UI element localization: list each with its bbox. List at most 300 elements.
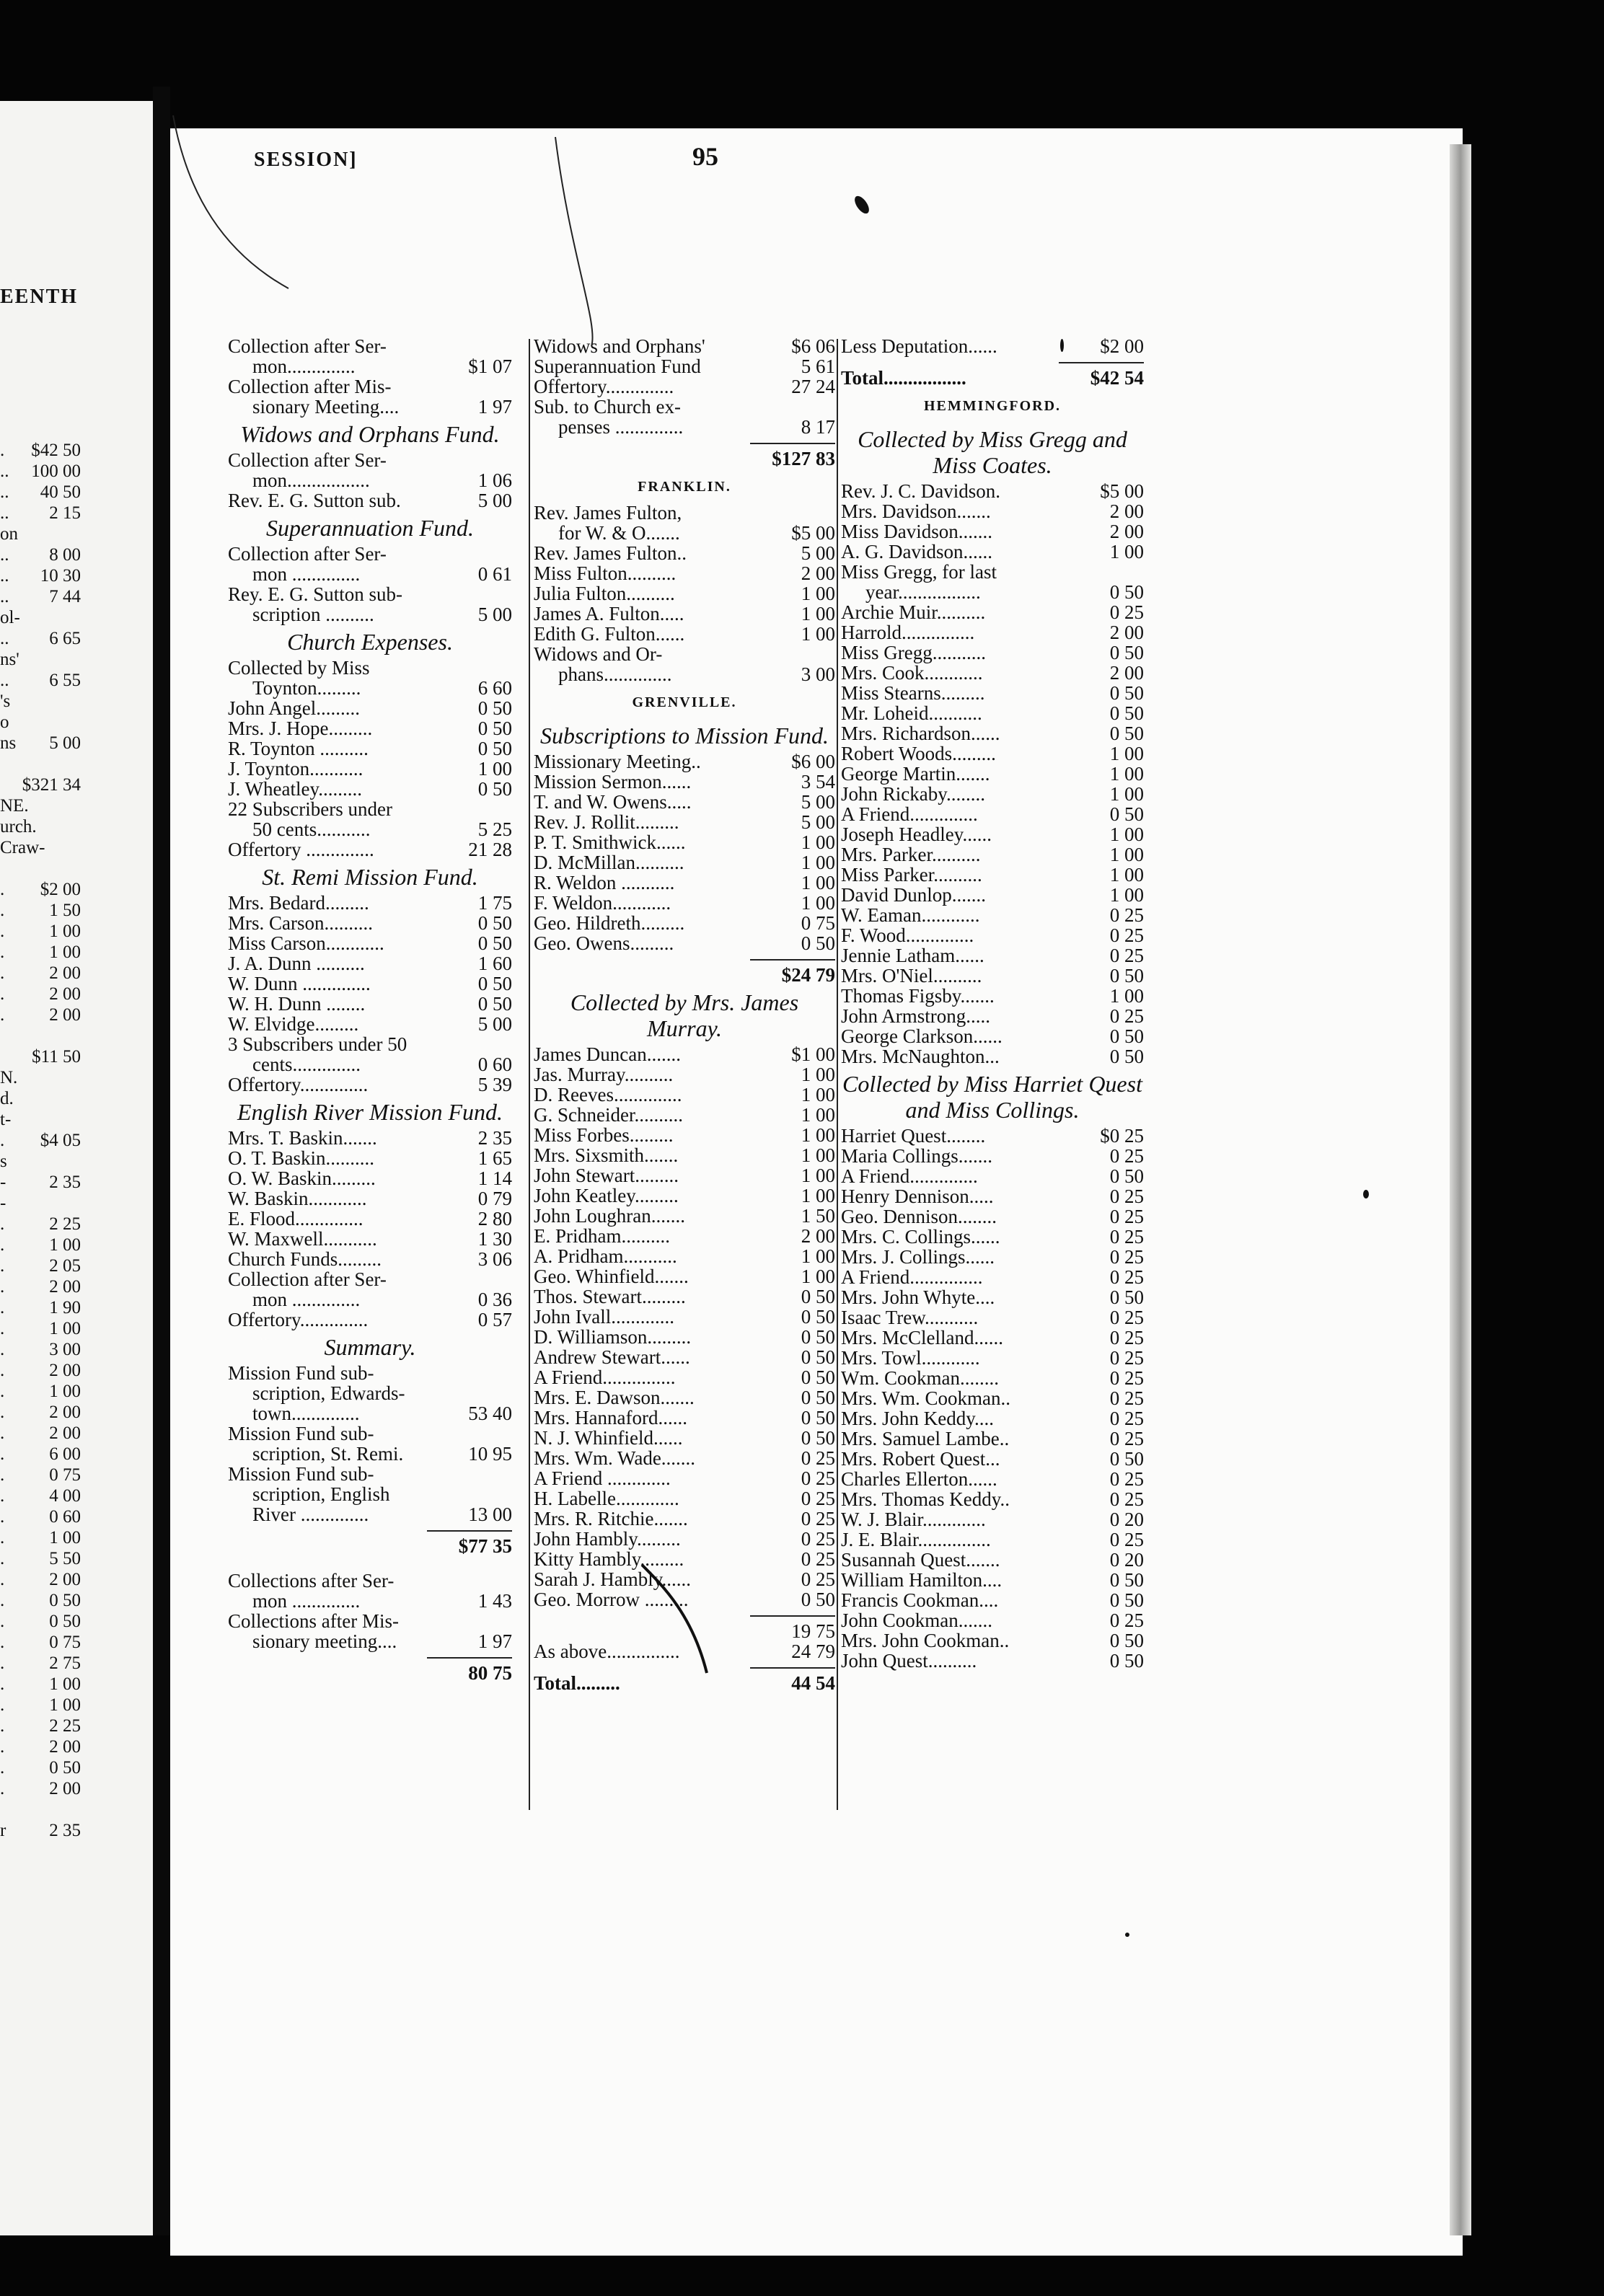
facing-page-line-text: .	[0, 1403, 5, 1422]
parish-heading: HEMMINGFORD.	[923, 398, 1062, 414]
entry-label: Rev. James Fulton,	[534, 502, 682, 524]
entry-amount: 0 50	[477, 993, 512, 1015]
entry-amount: 1 00	[801, 852, 835, 873]
facing-page-line-text: .	[0, 1570, 5, 1589]
facing-page-line-text: .	[0, 1465, 5, 1485]
entry-row	[534, 1347, 835, 1367]
facing-page-line-amount: 2 00	[49, 963, 81, 983]
entry-amount: 0 50	[1109, 1165, 1144, 1187]
entry-row	[841, 945, 1144, 966]
entry-label: Mission Fund sub-	[228, 1463, 374, 1485]
entry-label: Miss Gregg...........	[841, 642, 986, 663]
entry-label: John Loughran.......	[534, 1205, 685, 1227]
facing-page-line-text: .	[0, 880, 5, 899]
facing-page-line-text: ..	[0, 671, 9, 690]
facing-page-line-amount: 4 00	[49, 1486, 81, 1506]
entry-label: James A. Fulton.....	[534, 603, 684, 624]
entry-row	[534, 1044, 835, 1064]
entry-amount: 5 25	[477, 818, 512, 840]
entry-row	[534, 1185, 835, 1206]
facing-page-line-text: .	[0, 1444, 5, 1464]
facing-page-line	[0, 524, 151, 544]
entry-label: H. Labelle.............	[534, 1488, 679, 1509]
facing-page-line	[0, 1402, 151, 1423]
facing-page-line	[0, 858, 151, 879]
entry-continuation	[228, 604, 512, 624]
facing-page-line	[0, 984, 151, 1004]
entry-label: Geo. Hildreth.........	[534, 912, 685, 934]
entry-continuation	[228, 1403, 512, 1423]
entry-amount: 1 00	[801, 872, 835, 893]
entry-label: J. E. Blair...............	[841, 1529, 991, 1550]
entry-row	[841, 1186, 1144, 1206]
entry-label: Maria Collings.......	[841, 1145, 992, 1167]
entry-amount: 1 00	[801, 603, 835, 624]
entry-amount: 0 50	[1109, 723, 1144, 744]
parish-heading: GRENVILLE.	[632, 694, 737, 710]
entry-row	[841, 1348, 1144, 1368]
facing-page-line	[0, 691, 151, 712]
facing-page-line-amount: 100 00	[31, 462, 81, 481]
entry-label: A Friend..............	[841, 803, 978, 825]
entry-label: D. Reeves..............	[534, 1084, 682, 1105]
scan-stroke-mark	[635, 1558, 721, 1687]
facing-page-line-text: .	[0, 1716, 5, 1736]
entry-label: scription ..........	[252, 604, 374, 625]
entry-row	[228, 450, 512, 470]
entry-amount: 1 00	[1109, 844, 1144, 865]
entry-row	[841, 1368, 1144, 1388]
entry-amount: 1 00	[1109, 541, 1144, 562]
entry-amount: 0 50	[1109, 965, 1144, 986]
entry-continuation	[228, 1054, 512, 1074]
entry-label: Mrs. Davidson.......	[841, 500, 991, 522]
sum-rule	[750, 1667, 835, 1669]
entry-row	[534, 1286, 835, 1307]
facing-page-line-text: Craw-	[0, 838, 45, 857]
entry-continuation	[228, 819, 512, 839]
entry-amount: 0 50	[477, 973, 512, 994]
facing-page-line-text: .	[0, 1131, 5, 1150]
entry-amount: 1 43	[477, 1590, 512, 1612]
facing-page-line-text: NE.	[0, 796, 29, 816]
facing-page-line	[0, 1004, 151, 1025]
facing-page-line-amount: 2 75	[49, 1653, 81, 1673]
entry-label: Mrs. Carson..........	[228, 912, 373, 934]
entry-amount: 0 25	[1109, 1347, 1144, 1369]
entry-label: A Friend..............	[841, 1165, 978, 1187]
total-row	[228, 1536, 512, 1556]
facing-page-line	[0, 1527, 151, 1548]
facing-page-line	[0, 879, 151, 900]
facing-page-line-text: ..	[0, 587, 9, 606]
entry-continuation	[228, 1631, 512, 1651]
entry-row	[534, 1125, 835, 1145]
entry-amount: 1 50	[801, 1205, 835, 1227]
entry-label: penses ..............	[558, 416, 684, 438]
entry-row	[534, 644, 835, 664]
entry-label: A. Pridham...........	[534, 1245, 677, 1267]
entry-amount: 27 24	[791, 376, 835, 397]
facing-page-line-text: .	[0, 1005, 5, 1025]
facing-page-line	[0, 1778, 151, 1799]
entry-label: William Hamilton....	[841, 1569, 1002, 1591]
entry-amount: 5 00	[477, 490, 512, 511]
entry-row	[534, 792, 835, 812]
facing-page-line-amount: 1 00	[49, 1382, 81, 1401]
entry-label: Mrs. Sixsmith.......	[534, 1144, 679, 1166]
facing-page-line-text: t-	[0, 1110, 12, 1129]
facing-page-line	[0, 900, 151, 921]
entry-amount: 1 00	[801, 583, 835, 604]
entry-label: G. Schneider..........	[534, 1104, 683, 1126]
column-rule-2	[837, 339, 838, 1810]
section-heading: Collected by Mrs. James Murray.	[570, 989, 799, 1041]
facing-page-line	[0, 1151, 151, 1172]
entry-label: Widows and Orphans'	[534, 335, 705, 357]
entry-amount: 0 25	[1109, 1428, 1144, 1449]
facing-page-line-text: .	[0, 1779, 5, 1798]
facing-page-line-text: .	[0, 1674, 5, 1694]
entry-label: Offertory..............	[228, 1309, 369, 1330]
entry-amount: 2 00	[1109, 500, 1144, 522]
entry-continuation	[534, 664, 835, 684]
facing-page-line-text: ..	[0, 629, 9, 648]
entry-row	[534, 933, 835, 953]
entry-amount: 2 35	[477, 1127, 512, 1149]
entry-label: Missionary Meeting..	[534, 751, 701, 772]
entry-amount: 3 06	[477, 1248, 512, 1270]
entry-row	[841, 1046, 1144, 1067]
entry-amount: 5 00	[477, 1013, 512, 1035]
entry-row	[228, 1464, 512, 1484]
facing-page-line	[0, 1067, 151, 1088]
entry-amount: 1 00	[801, 1144, 835, 1166]
entry-label: Rev. James Fulton..	[534, 542, 687, 564]
entry-label: 3 Subscribers under 50	[228, 1033, 407, 1055]
entry-amount: 1 75	[477, 892, 512, 914]
entry-row	[228, 759, 512, 779]
entry-amount: 1 00	[801, 1245, 835, 1267]
facing-page-line	[0, 921, 151, 942]
facing-page-line	[0, 1757, 151, 1778]
total-row	[228, 1663, 512, 1683]
entry-row	[841, 743, 1144, 764]
facing-page-line-amount: 6 65	[49, 629, 81, 648]
entry-label: Mrs. Thomas Keddy..	[841, 1488, 1010, 1510]
entry-row	[228, 913, 512, 933]
entry-label: cents..............	[252, 1054, 361, 1075]
entry-row	[841, 986, 1144, 1006]
facing-page-line	[0, 1653, 151, 1674]
entry-amount: 53 40	[468, 1403, 512, 1424]
facing-page-line	[0, 942, 151, 963]
entry-row	[841, 602, 1144, 622]
entry-label: Sub. to Church ex-	[534, 396, 681, 418]
entry-amount: 1 00	[801, 1124, 835, 1146]
entry-amount: 1 00	[477, 758, 512, 780]
entry-label: Miss Forbes.........	[534, 1124, 674, 1146]
entry-amount: $2 00	[1100, 335, 1144, 357]
entry-label: D. McMillan..........	[534, 852, 684, 873]
entry-continuation	[841, 582, 1144, 602]
entry-continuation	[534, 417, 835, 437]
page-edge	[1450, 144, 1471, 2235]
facing-page-line-text: ..	[0, 566, 9, 586]
entry-row	[841, 1489, 1144, 1509]
entry-label: Mrs. C. Collings......	[841, 1226, 1000, 1248]
facing-page-line	[0, 1423, 151, 1444]
entry-amount: 1 00	[1109, 824, 1144, 845]
column-3	[841, 336, 1144, 1671]
entry-amount: 6 60	[477, 677, 512, 699]
entry-amount: 0 25	[801, 1447, 835, 1469]
entry-amount: 1 00	[801, 1064, 835, 1085]
entry-label: Susannah Quest.......	[841, 1549, 1000, 1571]
facing-page-line-amount: 2 35	[49, 1173, 81, 1192]
facing-page-line	[0, 1799, 151, 1820]
entry-label: 22 Subscribers under	[228, 798, 392, 820]
column-rule-1	[529, 339, 530, 1810]
entry-amount: 0 50	[1109, 1569, 1144, 1591]
facing-page-line	[0, 1569, 151, 1590]
entry-label: Rey. E. G. Sutton sub-	[228, 583, 402, 605]
entry-row	[841, 1006, 1144, 1026]
facing-page-line	[0, 649, 151, 670]
entry-label: Mrs. Towl............	[841, 1347, 980, 1369]
entry-label: Harriet Quest........	[841, 1125, 986, 1147]
entry-row	[841, 905, 1144, 925]
entry-amount: 1 00	[801, 1185, 835, 1206]
entry-continuation	[228, 1289, 512, 1310]
entry-amount: 0 50	[801, 932, 835, 954]
facing-page-line-amount: 2 00	[49, 1779, 81, 1798]
entry-row	[534, 1387, 835, 1408]
facing-page-line	[0, 544, 151, 565]
facing-page-line-text: .	[0, 1591, 5, 1610]
entry-row	[534, 812, 835, 832]
entry-amount: 0 50	[1109, 1046, 1144, 1067]
section-heading: St. Remi Mission Fund.	[262, 864, 478, 890]
facing-page-line-amount: 0 50	[49, 1758, 81, 1778]
entry-amount: 0 50	[801, 1387, 835, 1408]
facing-page-line	[0, 1255, 151, 1276]
entry-label: Julia Fulton..........	[534, 583, 675, 604]
entry-amount: 0 50	[1109, 702, 1144, 724]
facing-page-line-amount: 6 00	[49, 1444, 81, 1464]
entry-label: Mrs. Wm. Cookman..	[841, 1387, 1010, 1409]
entry-label: Mrs. J. Collings......	[841, 1246, 995, 1268]
sum-rule	[750, 1615, 835, 1617]
entry-amount: 5 00	[477, 604, 512, 625]
entry-label: mon ..............	[252, 563, 361, 585]
entry-row	[534, 356, 835, 376]
entry-label: E. Flood..............	[228, 1208, 363, 1229]
entry-label: Collection after Ser-	[228, 543, 387, 565]
entry-label: R. Toynton ..........	[228, 738, 369, 759]
facing-page-line	[0, 586, 151, 607]
entry-amount: 0 50	[1109, 1589, 1144, 1611]
facing-page-line-amount: 8 00	[49, 545, 81, 565]
entry-amount: 0 25	[1109, 1206, 1144, 1227]
entry-label: Total.........	[534, 1672, 620, 1694]
entry-row	[841, 1146, 1144, 1166]
entry-label: John Armstrong.....	[841, 1005, 991, 1027]
entry-amount: 0 50	[801, 1326, 835, 1348]
facing-page-line	[0, 1109, 151, 1130]
entry-label: Mrs. John Keddy....	[841, 1408, 994, 1429]
facing-page-line-text: .	[0, 942, 5, 962]
section-heading: Collected by Miss Gregg and Miss Coates.	[858, 426, 1127, 478]
entry-label: Thos. Stewart.........	[534, 1286, 686, 1307]
entry-row	[841, 501, 1144, 521]
facing-page-line	[0, 733, 151, 754]
entry-amount: 0 25	[1109, 1610, 1144, 1631]
entry-row	[841, 1287, 1144, 1307]
facing-page-line-text: ol-	[0, 608, 20, 627]
entry-row	[841, 1166, 1144, 1186]
entry-row	[534, 1145, 835, 1165]
entry-continuation	[228, 356, 512, 376]
entry-continuation	[534, 523, 835, 543]
entry-label: Rev. J. C. Davidson.	[841, 480, 1000, 502]
book-gutter	[153, 87, 170, 2235]
facing-page-line-text: .	[0, 1695, 5, 1715]
facing-page-line-amount: 2 00	[49, 984, 81, 1004]
entry-row	[841, 1651, 1144, 1671]
entry-amount: 0 50	[1109, 1650, 1144, 1672]
facing-page-line-text: .	[0, 963, 5, 983]
entry-row	[228, 1188, 512, 1209]
entry-label: Isaac Trew...........	[841, 1307, 979, 1328]
entry-amount: 0 36	[477, 1289, 512, 1310]
entry-continuation	[228, 1444, 512, 1464]
facing-page-line-text: .	[0, 1737, 5, 1757]
entry-amount: $42 54	[1090, 367, 1144, 389]
entry-label: mon.................	[252, 469, 370, 491]
total-row	[841, 368, 1144, 388]
entry-amount: 0 20	[1109, 1549, 1144, 1571]
entry-amount: 0 25	[1109, 1488, 1144, 1510]
entry-amount: 1 14	[477, 1167, 512, 1189]
entry-label: Mrs. T. Baskin.......	[228, 1127, 377, 1149]
entry-amount: 0 50	[477, 778, 512, 800]
total-row	[534, 449, 835, 469]
entry-amount: 0 60	[477, 1054, 512, 1075]
entry-row	[228, 839, 512, 860]
facing-page-line-amount: 2 05	[49, 1256, 81, 1276]
entry-row	[841, 865, 1144, 885]
entry-amount: 1 06	[477, 469, 512, 491]
entry-label: Mrs. Bedard.........	[228, 892, 369, 914]
entry-label: mon ..............	[252, 1289, 361, 1310]
facing-page-line-text: .	[0, 922, 5, 941]
facing-page-line	[0, 1632, 151, 1653]
facing-page-line	[0, 1130, 151, 1151]
facing-page-line-amount: 2 00	[49, 1423, 81, 1443]
entry-row	[841, 1610, 1144, 1630]
entry-label: Thomas Figsby.......	[841, 985, 995, 1007]
entry-row	[228, 1034, 512, 1054]
entry-label: J. Toynton...........	[228, 758, 363, 780]
entry-label: Edith G. Fulton......	[534, 623, 685, 645]
facing-page-line	[0, 1088, 151, 1109]
facing-page-line-amount: $42 50	[31, 441, 81, 460]
entry-row	[841, 1429, 1144, 1449]
entry-amount: 0 50	[801, 1346, 835, 1368]
entry-label: Miss Fulton..........	[534, 562, 677, 584]
entry-row	[228, 933, 512, 953]
facing-page-fragment	[0, 101, 153, 2235]
entry-amount: 0 50	[1109, 1630, 1144, 1651]
entry-label: John Cookman.......	[841, 1610, 993, 1631]
entry-row	[841, 1307, 1144, 1328]
entry-amount: 1 97	[477, 1630, 512, 1652]
entry-label: Collection after Ser-	[228, 335, 387, 357]
entry-label: N. J. Whinfield......	[534, 1427, 683, 1449]
entry-label: P. T. Smithwick......	[534, 831, 686, 853]
entry-row	[228, 1168, 512, 1188]
entry-label: F. Wood..............	[841, 924, 974, 946]
entry-label: Total.................	[841, 367, 966, 389]
entry-amount: 1 00	[1109, 864, 1144, 886]
facing-page-line-text: .	[0, 1653, 5, 1673]
entry-label: David Dunlop.......	[841, 884, 986, 906]
entry-amount: 0 25	[1109, 945, 1144, 966]
entry-label: Mrs. J. Hope.........	[228, 718, 373, 739]
entry-amount: 1 00	[801, 831, 835, 853]
facing-page-line-amount: 1 00	[49, 1695, 81, 1715]
facing-page-line	[0, 1674, 151, 1695]
entry-label: year.................	[865, 581, 981, 603]
entry-amount: 1 00	[1109, 985, 1144, 1007]
entry-amount: 1 65	[477, 1147, 512, 1169]
facing-page-line	[0, 837, 151, 858]
facing-page-line-text: .	[0, 1758, 5, 1778]
sum-rule	[750, 959, 835, 961]
entry-label: scription, Edwards-	[252, 1382, 405, 1404]
facing-page-heading: EENTH	[0, 286, 79, 308]
entry-amount: $1 00	[791, 1043, 835, 1065]
entry-amount: 1 00	[801, 1266, 835, 1287]
facing-page-line-amount: 2 15	[49, 503, 81, 523]
facing-page-line	[0, 1611, 151, 1632]
facing-page-line	[0, 1548, 151, 1569]
facing-page-line	[0, 1172, 151, 1193]
entry-label: Miss Gregg, for last	[841, 561, 997, 583]
entry-amount: 0 50	[801, 1589, 835, 1610]
entry-amount: 0 25	[1109, 1005, 1144, 1027]
entry-amount: 2 00	[1109, 622, 1144, 643]
entry-label: phans..............	[558, 663, 672, 685]
facing-page-line-amount: 3 00	[49, 1340, 81, 1359]
entry-label: O. T. Baskin..........	[228, 1147, 375, 1169]
entry-label: Francis Cookman....	[841, 1589, 999, 1611]
entry-row	[534, 543, 835, 563]
entry-row	[228, 953, 512, 973]
entry-label: Jennie Latham......	[841, 945, 984, 966]
entry-amount: 2 00	[801, 1225, 835, 1247]
facing-page-line-text: ns'	[0, 650, 19, 669]
facing-page-line-amount: 40 50	[40, 482, 81, 502]
facing-page-line-amount: 2 00	[49, 1277, 81, 1297]
facing-page-line	[0, 1046, 151, 1067]
entry-label: Sarah J. Hambly......	[534, 1568, 691, 1590]
facing-page-line	[0, 1820, 151, 1841]
entry-amount: 2 00	[801, 562, 835, 584]
entry-row	[228, 376, 512, 397]
entry-row	[841, 1388, 1144, 1408]
